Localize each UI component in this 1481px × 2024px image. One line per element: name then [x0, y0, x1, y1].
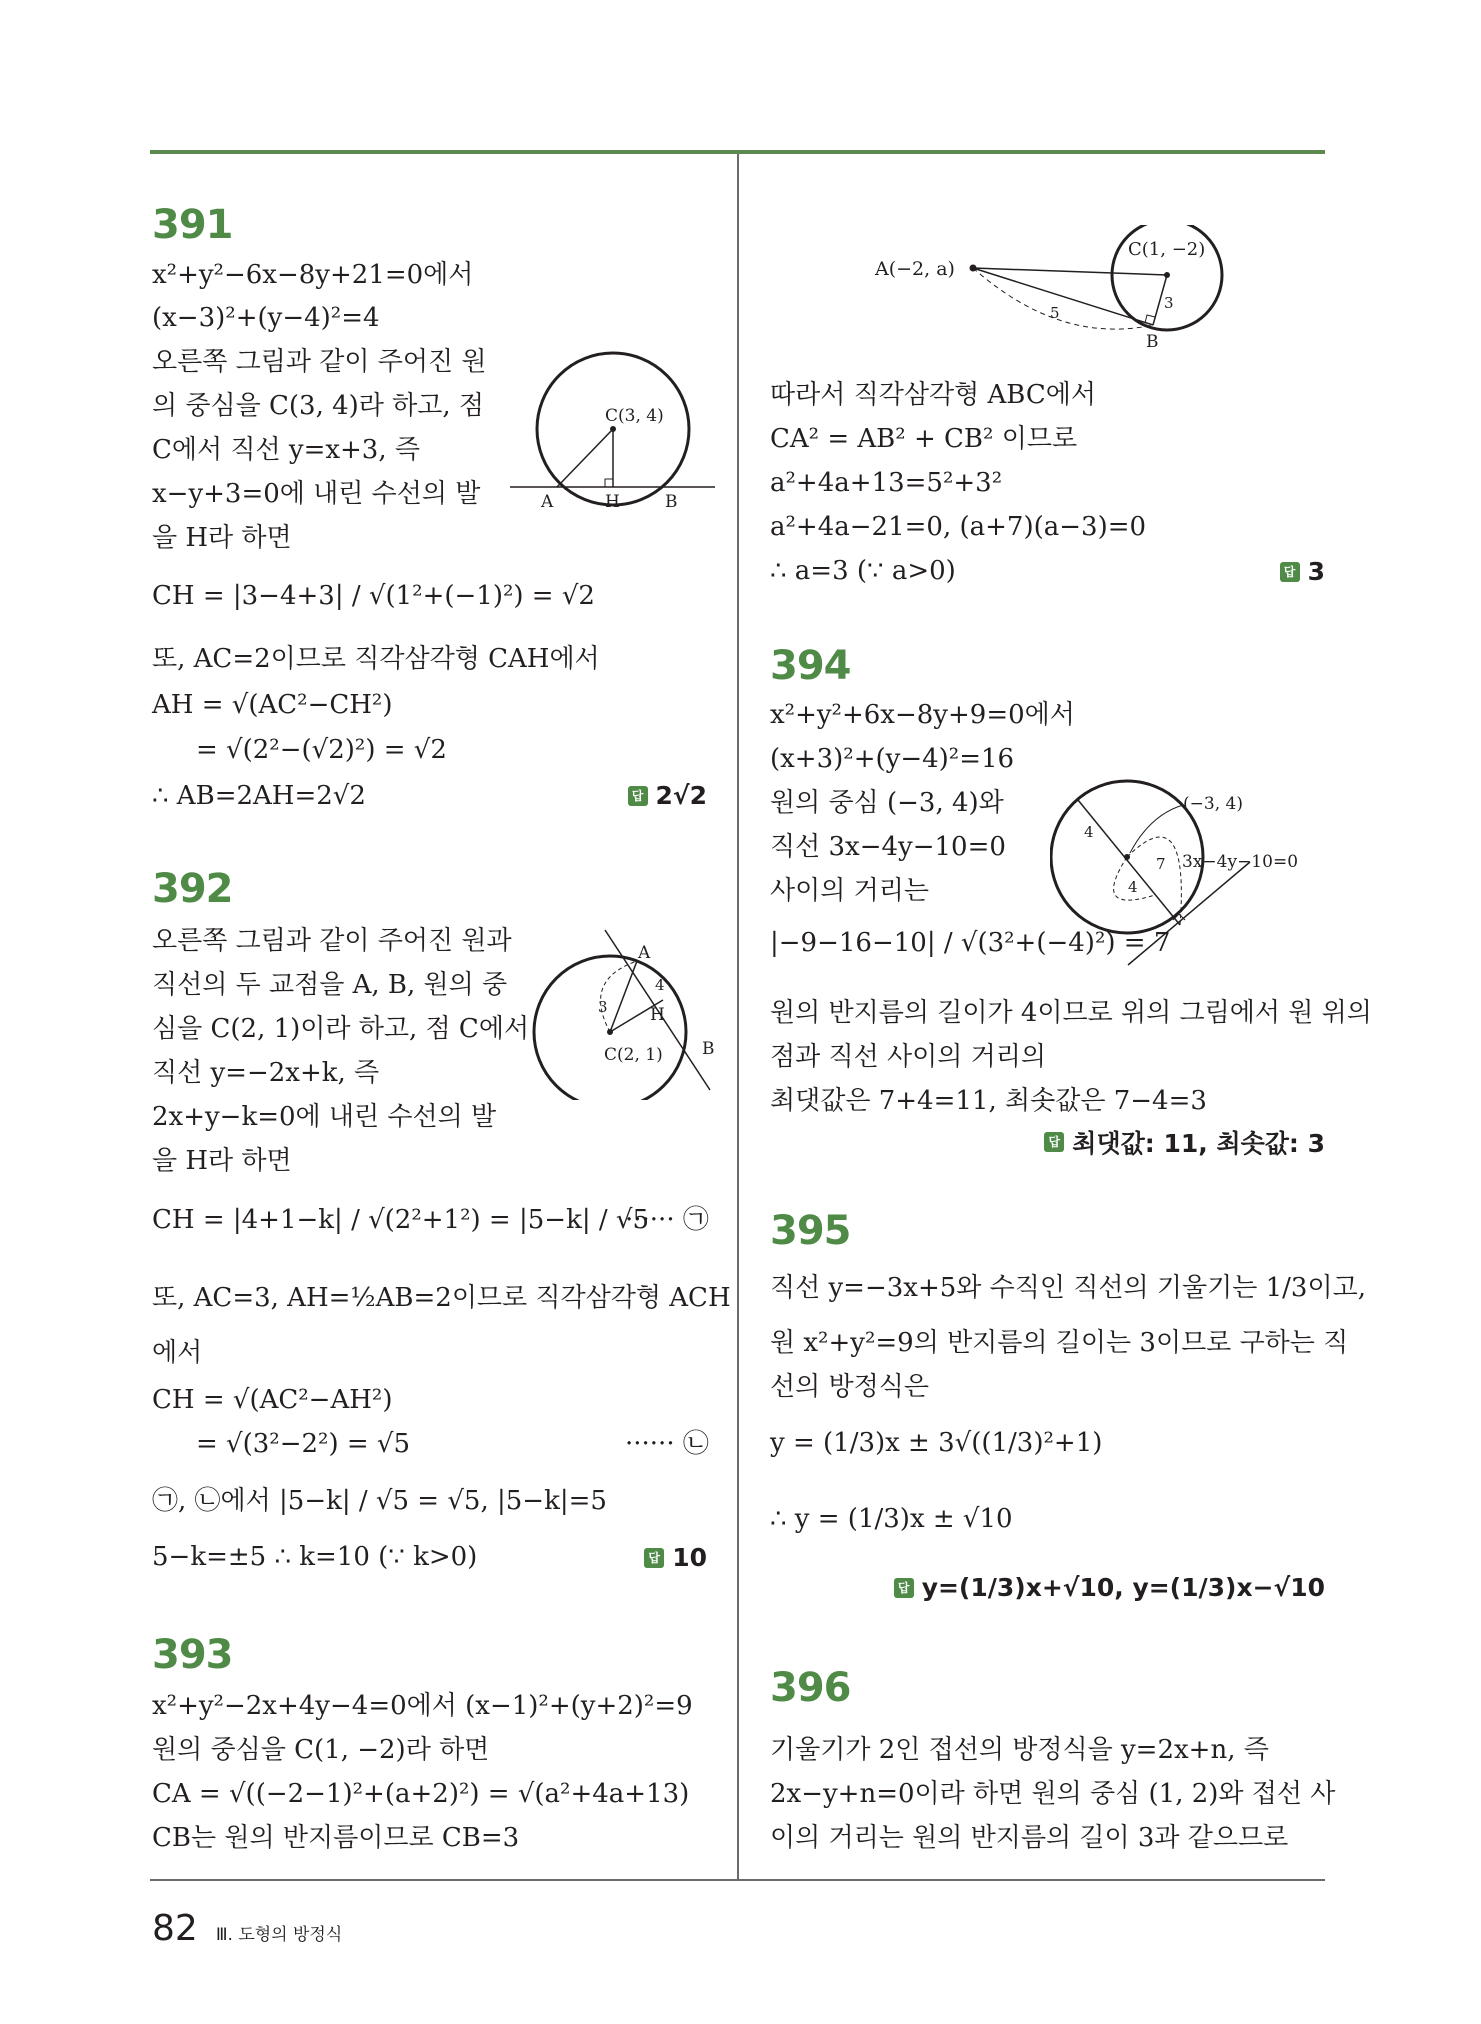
p393-line-1: x²+y²−2x+4y−4=0에서 (x−1)²+(y+2)²=9 [152, 1691, 693, 1721]
p394-line-2: (x+3)²+(y−4)²=16 [770, 744, 1015, 774]
p392-center-dot [607, 1029, 613, 1035]
p391-right-angle [605, 479, 613, 487]
p392-line-5: 2x+y−k=0에 내린 수선의 발 [152, 1102, 497, 1132]
p394-label-4b: 4 [1128, 878, 1138, 896]
p393-label-5: 5 [1050, 304, 1060, 322]
p394-line-3: 원의 중심 (−3, 4)와 [770, 788, 1004, 818]
p391-line-10: AH = √(AC²−CH²) [152, 690, 393, 720]
p393-figure [870, 225, 1250, 355]
page-number: 82 [152, 1908, 198, 1949]
p393-line-2: 원의 중심을 C(1, −2)라 하면 [152, 1735, 490, 1765]
p393-line-4: CB는 원의 반지름이므로 CB=3 [152, 1823, 520, 1853]
p392-line-10: CH = √(AC²−AH²) [152, 1385, 393, 1415]
problem-394-number: 394 [770, 643, 851, 689]
p392-line-11: = √(3²−2²) = √5 [196, 1429, 411, 1459]
bottom-rule [150, 1879, 1325, 1881]
p392-label-center: C(2, 1) [604, 1045, 663, 1065]
p393-cont-2: CA² = AB² + CB² 이므로 [770, 424, 1078, 454]
p394-line-4: 직선 3x−4y−10=0 [770, 832, 1006, 862]
problem-392-number: 392 [152, 866, 233, 912]
p391-answer-text: 2√2 [655, 781, 707, 810]
page-footer [152, 1908, 342, 1949]
answer-badge-icon: 답 [1280, 562, 1300, 582]
p394-answer-text: 최댓값: 11, 최솟값: 3 [1072, 1129, 1325, 1158]
p391-line-9: 또, AC=2이므로 직각삼각형 CAH에서 [152, 644, 600, 674]
problem-395-number: 395 [770, 1208, 851, 1254]
p394-figure [1050, 775, 1335, 975]
p392-line-6: 을 H라 하면 [152, 1146, 292, 1176]
p391-figure [505, 345, 720, 520]
answer-badge-icon: 답 [628, 786, 648, 806]
p392-label-3: 3 [598, 998, 608, 1016]
p391-label-a: A [541, 492, 554, 512]
p393-label-b: B [1146, 332, 1159, 352]
p393-point-a [970, 265, 977, 272]
answer-badge-icon: 답 [894, 1578, 914, 1598]
p395-line-3: 선의 방정식은 [770, 1372, 929, 1402]
p391-line-12: ∴ AB=2AH=2√2 [152, 781, 366, 811]
p394-label-line: 3x−4y−10=0 [1182, 852, 1299, 872]
p394-label-center: (−3, 4) [1183, 794, 1243, 814]
p394-label-4a: 4 [1084, 823, 1094, 841]
p391-line-4: 의 중심을 C(3, 4)라 하고, 점 [152, 391, 485, 421]
p394-line-7: 원의 반지름의 길이가 4이므로 위의 그림에서 원 위의 [770, 998, 1372, 1028]
p392-line-3: 심을 C(2, 1)이라 하고, 점 C에서 [152, 1014, 530, 1044]
p392-line-12: ㉠, ㉡에서 |5−k| / √5 = √5, |5−k|=5 [152, 1486, 607, 1516]
p392-line-4: 직선 y=−2x+k, 즉 [152, 1058, 380, 1088]
p391-line-5: C에서 직선 y=x+3, 즉 [152, 435, 420, 465]
p393-cont-3: a²+4a+13=5²+3² [770, 468, 1003, 498]
p394-answer [1044, 1124, 1325, 1160]
p395-line-4: y = (1/3)x ± 3√((1/3)²+1) [770, 1428, 1103, 1458]
p394-leader [1130, 805, 1183, 853]
p391-line-8: CH = |3−4+3| / √(1²+(−1)²) = √2 [152, 581, 595, 611]
p392-label-4: 4 [655, 976, 665, 994]
answer-badge-icon: 답 [644, 1548, 664, 1568]
p394-line-8: 점과 직선 사이의 거리의 [770, 1042, 1046, 1072]
p393-label-3: 3 [1164, 294, 1174, 312]
p391-segment-ca [557, 429, 613, 487]
p394-label-7: 7 [1156, 855, 1166, 873]
p391-label-b: B [665, 492, 678, 512]
p392-answer [644, 1543, 707, 1572]
p391-line-6: x−y+3=0에 내린 수선의 발 [152, 479, 481, 509]
p393-answer-text: 3 [1307, 557, 1325, 586]
p396-line-3: 이의 거리는 원의 반지름의 길이 3과 같으므로 [770, 1823, 1289, 1853]
problem-393-number: 393 [152, 1632, 233, 1678]
p392-label-a: A [638, 943, 651, 963]
problem-391-number: 391 [152, 202, 233, 248]
p392-line-7: CH = |4+1−k| / √(2²+1²) = |5−k| / √5 [152, 1205, 649, 1235]
p394-center-dot [1124, 854, 1130, 860]
p391-answer [628, 781, 707, 810]
p396-line-1: 기울기가 2인 접선의 방정식을 y=2x+n, 즉 [770, 1735, 1269, 1765]
p391-center-dot [610, 426, 616, 432]
p392-label-h: H [650, 1005, 665, 1025]
p392-label-b: B [702, 1039, 715, 1059]
p393-segment-ac [973, 268, 1167, 275]
p396-line-2: 2x−y+n=0이라 하면 원의 중심 (1, 2)와 접선 사 [770, 1779, 1336, 1809]
p391-line-11: = √(2²−(√2)²) = √2 [196, 735, 447, 765]
p394-line-9: 최댓값은 7+4=11, 최솟값은 7−4=3 [770, 1086, 1207, 1116]
p393-cont-4: a²+4a−21=0, (a+7)(a−3)=0 [770, 512, 1147, 542]
chapter-title: Ⅲ. 도형의 방정식 [215, 1925, 343, 1945]
p393-label-a: A(−2, a) [875, 258, 955, 280]
p394-line-1: x²+y²+6x−8y+9=0에서 [770, 700, 1075, 730]
p394-line-5: 사이의 거리는 [770, 876, 929, 906]
p395-line-1: 직선 y=−3x+5와 수직인 직선의 기울기는 1/3이고, [770, 1273, 1366, 1303]
p393-segment-ab [973, 268, 1153, 325]
p392-answer-text: 10 [672, 1543, 707, 1572]
p395-answer [894, 1573, 1325, 1602]
p392-line-8: 또, AC=3, AH=½AB=2이므로 직각삼각형 ACH [152, 1283, 731, 1313]
p392-line-9: 에서 [152, 1338, 203, 1368]
p393-center-dot [1164, 272, 1170, 278]
column-divider [737, 154, 739, 1879]
p391-line-7: 을 H라 하면 [152, 523, 292, 553]
p392-figure [520, 920, 725, 1100]
p394-line-6: |−9−16−10| / √(3²+(−4)²) = 7 [770, 928, 1171, 958]
p393-cont-1: 따라서 직각삼각형 ABC에서 [770, 380, 1096, 410]
answer-badge-icon: 답 [1044, 1132, 1064, 1152]
p392-mark-2: ······ ㉡ [625, 1429, 709, 1459]
p391-line-1: x²+y²−6x−8y+21=0에서 [152, 260, 474, 290]
p392-mark-1: ······ ㉠ [625, 1205, 709, 1235]
p391-label-h: H [605, 492, 620, 512]
problem-396-number: 396 [770, 1665, 851, 1711]
p393-label-c: C(1, −2) [1128, 239, 1206, 260]
p392-segment-ca [610, 961, 637, 1032]
p395-line-5: ∴ y = (1/3)x ± √10 [770, 1504, 1013, 1534]
p394-line [1128, 862, 1250, 965]
p391-label-center: C(3, 4) [605, 406, 664, 426]
p391-line-3: 오른쪽 그림과 같이 주어진 원 [152, 347, 487, 377]
p393-cont-5: ∴ a=3 (∵ a>0) [770, 556, 956, 586]
p392-line-1: 오른쪽 그림과 같이 주어진 원과 [152, 926, 512, 956]
p393-answer [1280, 557, 1325, 586]
p395-line-2: 원 x²+y²=9의 반지름의 길이는 3이므로 구하는 직 [770, 1328, 1349, 1358]
p391-line-2: (x−3)²+(y−4)²=4 [152, 303, 380, 333]
p392-line-2: 직선의 두 교점을 A, B, 원의 중 [152, 970, 508, 1000]
p392-line-13: 5−k=±5 ∴ k=10 (∵ k>0) [152, 1542, 478, 1572]
p393-line-3: CA = √((−2−1)²+(a+2)²) = √(a²+4a+13) [152, 1779, 690, 1809]
p395-answer-text: y=(1/3)x+√10, y=(1/3)x−√10 [921, 1573, 1325, 1602]
